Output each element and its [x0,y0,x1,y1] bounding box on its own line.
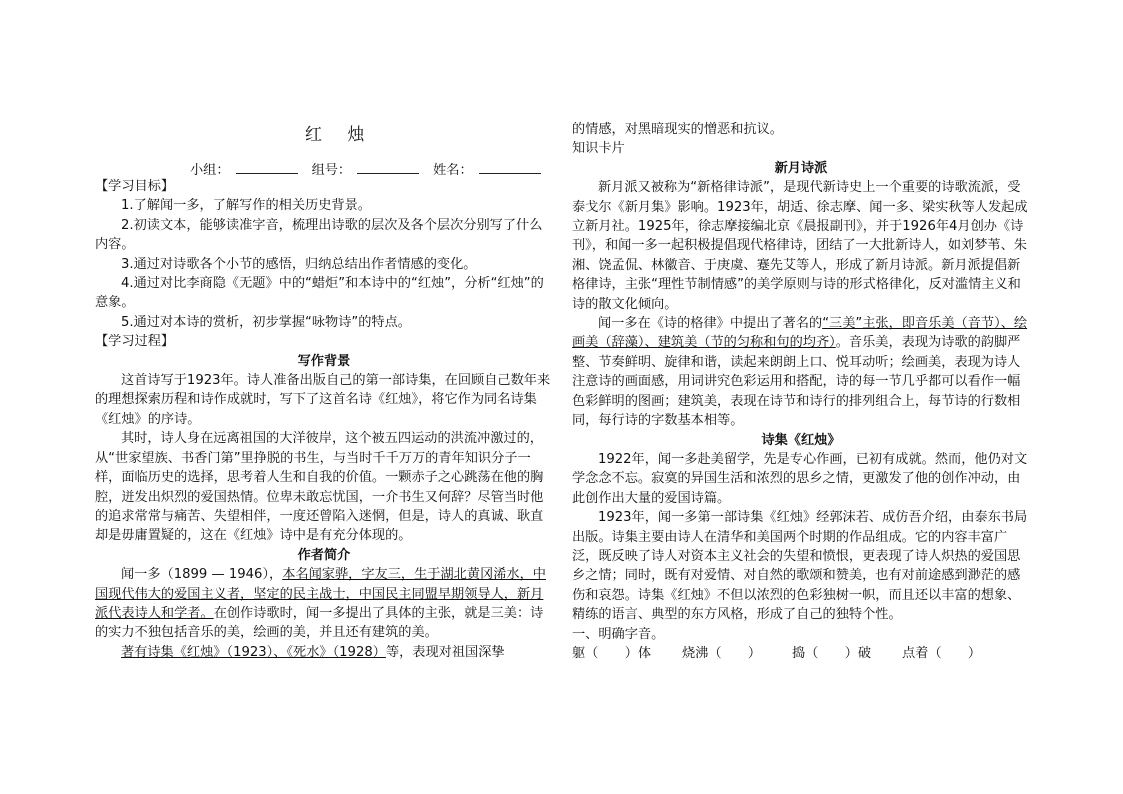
background-paragraph-2: 其时，诗人身在远离祖国的大洋彼岸，这个被五四运动的洪流冲激过的，从“世家望族、书香门第”里挣脱的书生，与当时千千万万的青年知识分子一样，面临历史的选择，思考着人生和自我的价值。一颗赤子之心跳荡在他的胸腔，迸发出炽烈的爱国热情。位卑未敢忘忧国，一介书生又何辞？尽管当时他的追求常常与痛苦、失望相伴，一度还曾陷入迷惘，但是，诗人的真诚、耿直却是毋庸置疑的，这在《红烛》诗中是有充分体现的。 [95,431,544,544]
background-title: 写作背景 [297,353,351,369]
author-paragraph-2 [95,643,553,662]
xinyue-paragraph-2 [572,314,1030,430]
exercise-item-3[interactable]: 捣（ ）破 [792,645,872,661]
exercise-row [572,644,1030,663]
objectives-heading: 【学习目标】 [95,179,175,194]
objective-item-3: 3.通过对诗歌各个小节的感悟，归纳总结出作者情感的变化。 [121,256,477,272]
exercise-item-1[interactable]: 躯（ ）体 [572,645,652,661]
page-title: 红 烛 [305,125,375,145]
group-blank[interactable] [236,161,298,174]
background-paragraph-1: 这首诗写于1923年。诗人准备出版自己的第一部诗集，在回顾自己数年来的理想探索历程和诗作成就时，写下了这首名诗《红烛》，将它作为同名诗集《红烛》的序诗。 [95,373,551,427]
author-identity: 本名闻家骅，字友三，生于湖北黄冈浠水，中国现代伟大的爱国主义者，坚定的民主战士，中国民主同盟早期领导人，新月派代表诗人和学者。 [95,567,546,621]
number-blank[interactable] [357,161,419,174]
group-label: 小组： [190,163,230,178]
collection-title: 诗集《红烛》 [761,432,841,448]
author-works-cont: 等，表现对祖国深挚 [385,644,505,660]
info-row [190,159,555,178]
three-beauties-claim: “三美”主张，即音乐美（音节）、绘画美（辞藻）、建筑美（节的匀称和句的均齐） [572,316,1028,351]
exercise-item-2[interactable]: 烧沸（ ） [682,645,762,661]
name-blank[interactable] [479,161,541,174]
collection-paragraph-2: 1923年，闻一多第一部诗集《红烛》经郭沫若、成仿吾介绍，由泰东书局出版。诗集主要由诗人在清华和美国两个时期的作品组成。它的内容丰富广泛，既反映了诗人对资本主义社会的失望和愤恨，更表现了诗人炽热的爱国思乡之情；同时，既有对爱情、对自然的歌颂和赞美，也有对前途感到渺茫的感伤和哀怨。诗集《红烛》不但以浓烈的色彩独树一帜，而且还以丰富的想象、精练的语言、典型的东方风格，形成了自己的独特个性。 [572,510,1028,623]
author-three-beauties: 在创作诗歌时，闻一多提出了具体的主张，就是三美：诗的实力不独包括音乐的美，绘画的美，并且还有建筑的美。 [95,605,544,641]
exercise-item-4[interactable]: 点着（ ） [902,645,982,661]
objective-item-4: 4.通过对比李商隐《无题》中的“蜡炬”和本诗中的“红烛”，分析“红烛”的意象。 [95,276,544,311]
number-label: 组号： [311,163,352,178]
objective-item-2: 2.初读文本，能够读准字音，梳理出诗歌的层次及各个层次分别写了什么内容。 [95,217,543,253]
xinyue-paragraph-1: 新月派又被称为“新格律诗派”，是现代新诗史上一个重要的诗歌流派，受泰戈尔《新月集》影响。1923年，胡适、徐志摩、闻一多、梁实秋等人发起成立新月社。1925年，徐志摩接编北京《晨报副刊》，并于1926年4月创办《诗刊》，和闻一多一起积极提倡现代格律诗，团结了一大批新诗人，如刘梦苇、朱湘、饶孟侃、林徽音、于庚虞、蹇先艾等人，形成了新月诗派。新月派提倡新格律诗，主张“理性节制情感”的美学原则与诗的形式格律化，反对滥情主义和诗的散文化倾向。 [572,180,1028,312]
objective-item-1: 1.了解闻一多，了解写作的相关历史背景。 [121,198,371,214]
exercise-title: 一、明确字音。 [572,626,665,642]
xinyue-title: 新月诗派 [774,160,828,176]
continued-text: 的情感，对黑暗现实的憎恶和抗议。 [572,122,783,137]
name-label: 姓名： [433,163,473,178]
xinyue-p2-rest: 。音乐美，表现为诗歌的韵脚严整、节奏鲜明、旋律和谐，读起来朗朗上口、悦耳动听；绘画美，表现为诗人注意诗的画面感，用词讲究色彩运用和搭配，诗的每一节几乎都可以看作一幅色彩鲜明的图画；建筑美，表现在诗节和诗行的排列组合上，每节诗的行数相同，每行诗的字数基本相等。 [572,335,1021,429]
author-works: 著有诗集《红烛》（1923）、《死水》（1928） [121,644,386,660]
author-paragraph-1 [95,565,553,643]
xinyue-p2-start: 闻一多在《诗的格律》中提出了著名的 [598,316,823,332]
author-dates: 闻一多（1899 — 1946）， [121,567,283,583]
knowledge-card-label: 知识卡片 [572,141,625,157]
collection-paragraph-1: 1922年，闻一多赴美留学，先是专心作画，已初有成就。然而，他仍对文学念念不忘。寂寞的异国生活和浓烈的思乡之情，更激发了他的创作冲动，由此创作出大量的爱国诗篇。 [572,451,1028,506]
objective-item-5: 5.通过对本诗的赏析，初步掌握“咏物诗”的特点。 [121,314,411,330]
process-heading: 【学习过程】 [95,334,175,350]
author-title: 作者简介 [297,547,351,563]
